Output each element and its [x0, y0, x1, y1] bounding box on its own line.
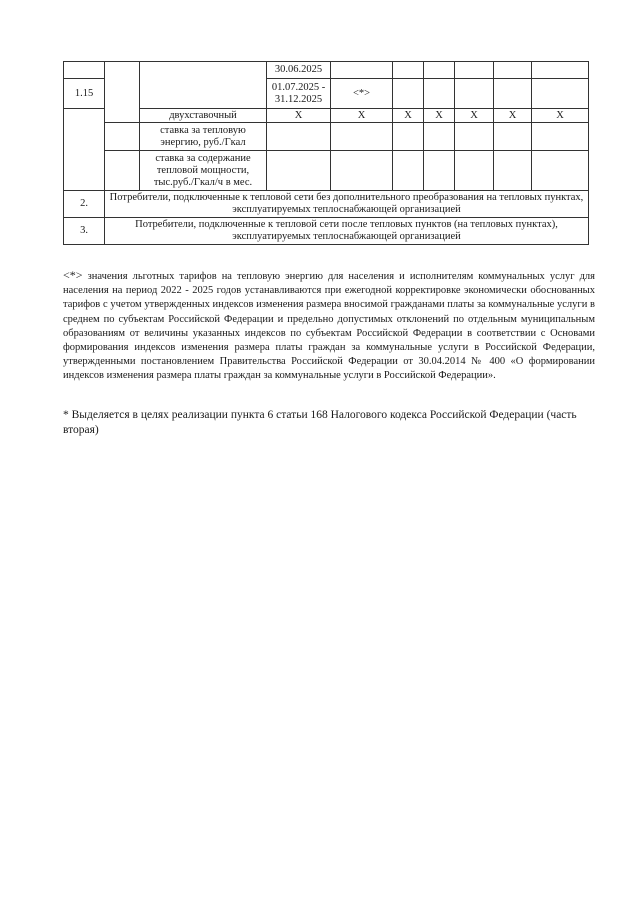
table-cell — [494, 79, 532, 109]
table-cell — [393, 151, 424, 191]
table-cell — [64, 109, 105, 191]
x-cell: X — [267, 109, 331, 123]
x-cell: X — [393, 109, 424, 123]
table-cell — [494, 62, 532, 79]
table-cell — [455, 62, 494, 79]
table-cell — [393, 62, 424, 79]
row-number-cell: 2. — [64, 191, 105, 218]
row-number-cell: 3. — [64, 218, 105, 245]
table-cell — [424, 123, 455, 151]
table-cell — [532, 151, 589, 191]
table-cell — [105, 62, 140, 123]
tariff-table — [63, 61, 589, 245]
rate-heat-cell: ставка за тепловую энергию, руб./Гкал — [140, 123, 267, 151]
table-cell — [424, 79, 455, 109]
table-row — [64, 218, 589, 245]
rate-power-cell: ставка за содержание тепловой мощности, тыс.руб./Гкал/ч в мес. — [140, 151, 267, 191]
table-cell — [267, 151, 331, 191]
table-row — [64, 191, 589, 218]
x-cell: X — [424, 109, 455, 123]
table-row — [64, 62, 589, 79]
row-number-cell: 1.15 — [64, 79, 105, 109]
table-cell — [331, 62, 393, 79]
table-cell — [455, 79, 494, 109]
table-cell — [424, 151, 455, 191]
table-cell — [393, 123, 424, 151]
consumer-group-cell: Потребители, подключенные к тепловой сети после тепловых пунктов (на тепловых пунктах), эксплуатируемых теплоснабжающей организацией — [105, 218, 589, 245]
x-cell: X — [532, 109, 589, 123]
table-cell — [532, 62, 589, 79]
table-row — [64, 109, 589, 123]
table-cell — [494, 151, 532, 191]
x-cell: X — [455, 109, 494, 123]
table-cell — [140, 62, 267, 109]
footnote-tariffs — [63, 268, 595, 384]
table-cell — [331, 123, 393, 151]
table-row — [64, 151, 589, 191]
table-cell — [64, 62, 105, 79]
table-cell — [455, 123, 494, 151]
consumer-group-cell: Потребители, подключенные к тепловой сети без дополнительного преобразования на тепловых пунктах, эксплуатируемых теплоснабжающей организацией — [105, 191, 589, 218]
table-cell — [455, 151, 494, 191]
table-cell — [494, 123, 532, 151]
footnote-vat: * Выделяется в целях реализации пункта 6 статьи 168 Налогового кодекса Российской Федерации (часть вторая) — [63, 409, 577, 436]
period-end-cell: 30.06.2025 — [267, 62, 331, 79]
footnote-mark: <*> — [63, 268, 83, 282]
table-row — [64, 123, 589, 151]
table-cell — [532, 79, 589, 109]
x-cell: X — [331, 109, 393, 123]
table-cell — [267, 123, 331, 151]
table-cell — [105, 123, 140, 151]
mark-cell: <*> — [331, 79, 393, 109]
table-cell — [393, 79, 424, 109]
footnote-text: значения льготных тарифов на тепловую энергию для населения и исполнителям коммунальных услуг для населения на период 2022 - 2025 годов устанавливаются при ежегодной корректировке экономически обоснованных тарифов с учетом утвержденных индексов изменения размера вносимой гражданами платы за коммунальные услуги в среднем по субъектам Российской Федерации и предельно допустимых отклонений по отдельным муниципальным образованиям от величины указанных индексов по субъектам Российской Федерации в соответствии с Основами формирования индексов изменения размера платы граждан за коммунальные услуги в Российской Федерации, утвержденными постановлением Правительства Российской Федерации от 30.04.2014 № 400 «О формировании индексов изменения размера платы граждан за коммунальные услуги в Российской Федерации». — [63, 271, 595, 382]
table-cell — [532, 123, 589, 151]
table-cell — [331, 151, 393, 191]
period-cell: 01.07.2025 - 31.12.2025 — [267, 79, 331, 109]
x-cell: X — [494, 109, 532, 123]
table-cell — [105, 151, 140, 191]
table-cell — [424, 62, 455, 79]
twopart-label-cell: двухставочный — [140, 109, 267, 123]
